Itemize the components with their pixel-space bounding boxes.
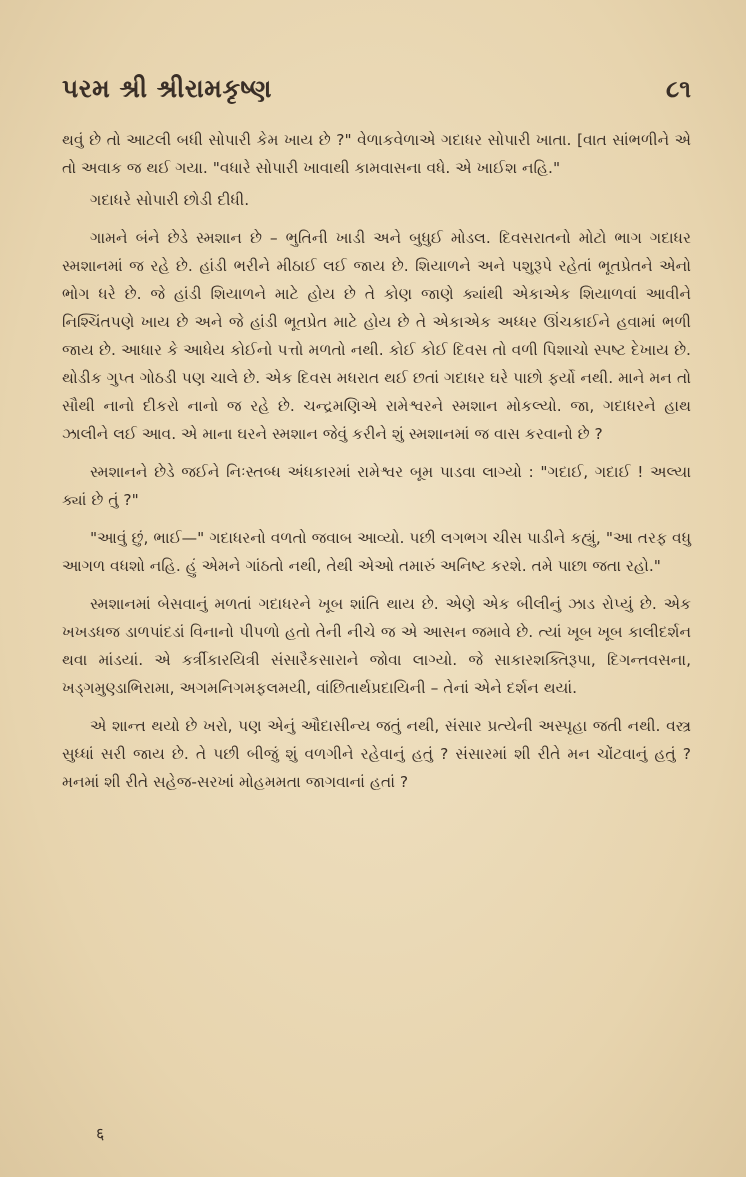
paragraph-4: સ્મશાનને છેડે જઈને નિઃસ્તબ્ધ અંધકારમાં રામેશ્વર બૂમ પાડવા લાગ્યો : "ગદાઈ, ગદાઈ ! અલ્યા ક્યાં છે તું ?": [62, 463, 691, 509]
paragraph-3: ગામને બંને છેડે સ્મશાન છે – ભુતિની ખાડી અને બુધુઈ મોડલ. દિવસરાતનો મોટો ભાગ ગદાધર સ્મશાનમાં જ રહે છે. હાંડી ભરીને મીઠાઈ લઈ જાય છે. શિયાળને અને પશુરૂપે રહેતાં ભૂતપ્રેતને એનો ભોગ ધરે છે. જે હાંડી શિયાળને માટે હોય છે તે કોણ જાણે ક્યાંથી એકાએક શિયાળવાં આવીને નિશ્ચિંતપણે ખાય છે અને જે હાંડી ભૂતપ્રેત માટે હોય છે તે એકાએક અધ્ધર ઊંચકાઈને હવામાં ભળી જાય છે. આધાર કે આધેય કોઈનો પત્તો મળતો નથી. કોઈ કોઈ દિવસ તો વળી પિશાચો સ્પષ્ટ દેખાય છે. થોડીક ગુપ્ત ગોઠડી પણ ચાલે છે. એક દિવસ મધરાત થઈ છતાં ગદાધર ઘરે પાછો ફર્યો નથી. માને મન તો સૌથી નાનો દીકરો નાનો જ રહે છે. ચન્દ્રમણિએ રામેશ્વરને સ્મશાન મોકલ્યો. જા, ગદાધરને હાથ ઝાલીને લઈ આવ. એ માના ઘરને સ્મશાન જેવું કરીને શું સ્મશાનમાં જ વાસ કરવાનો છે ?: [62, 229, 691, 443]
paragraph-1: થવું છે તો આટલી બધી સોપારી કેમ ખાય છે ?" વેળાકવેળાએ ગદાધર સોપારી ખાતા. [વાત સાંભળીને એ તો અવાક જ થઈ ગયા. "વધારે સોપારી ખાવાથી કામવાસના વધે. એ ખાઈશ નહિ.": [62, 131, 691, 177]
page-number: ૮૧: [666, 75, 691, 103]
signature-mark: ६: [96, 1124, 105, 1143]
paragraph-6: સ્મશાનમાં બેસવાનું મળતાં ગદાધરને ખૂબ શાંતિ થાય છે. એણે એક બીલીનું ઝાડ રોપ્યું છે. એક ખખડધજ ડાળપાંદડાં વિનાનો પીપળો હતો તેની નીચે જ એ આસન જમાવે છે. ત્યાં ખૂબ ખૂબ કાલીદર્શન થવા માંડયાં. એ કર્ત્રીકારયિત્રી સંસારૈકસારાને જોવા લાગ્યો. જે સાકારશક્તિરૂપા, દિગન્તવસના, ખડ્ગમુણ્ડાભિરામા, અગમનિગમફલમયી, વાંછિતાર્થપ્રદાયિની – તેનાં એને દર્શન થયાં.: [62, 595, 691, 697]
running-header: [62, 74, 691, 104]
paragraph-7: એ શાન્ત થયો છે ખરો, પણ એનું ઔદાસીન્ય જતું નથી, સંસાર પ્રત્યેની અસ્પૃહા જતી નથી. વસ્ત્ર સુધ્ધાં સરી જાય છે. તે પછી બીજું શું વળગીને રહેવાનું હતું ? સંસારમાં શી રીતે મન ચોંટવાનું હતું ? મનમાં શી રીતે સહેજ-સરખાં મોહમમતા જાગવાનાં હતાં ?: [62, 717, 691, 791]
paragraph-5: "આવું છું, ભાઈ—" ગદાધરનો વળતો જવાબ આવ્યો. પછી લગભગ ચીસ પાડીને કહ્યું, "આ તરફ વધુ આગળ વધશો નહિ. હું એમને ગાંઠતો નથી, તેથી એઓ તમારું અનિષ્ટ કરશે. તમે પાછા જતા રહો.": [62, 529, 691, 575]
body-text: [62, 126, 691, 806]
running-title: પરમ શ્રી શ્રીરામકૃષ્ણ: [62, 74, 272, 103]
paragraph-2: ગદાધરે સોપારી છોડી દીધી.: [90, 191, 250, 209]
